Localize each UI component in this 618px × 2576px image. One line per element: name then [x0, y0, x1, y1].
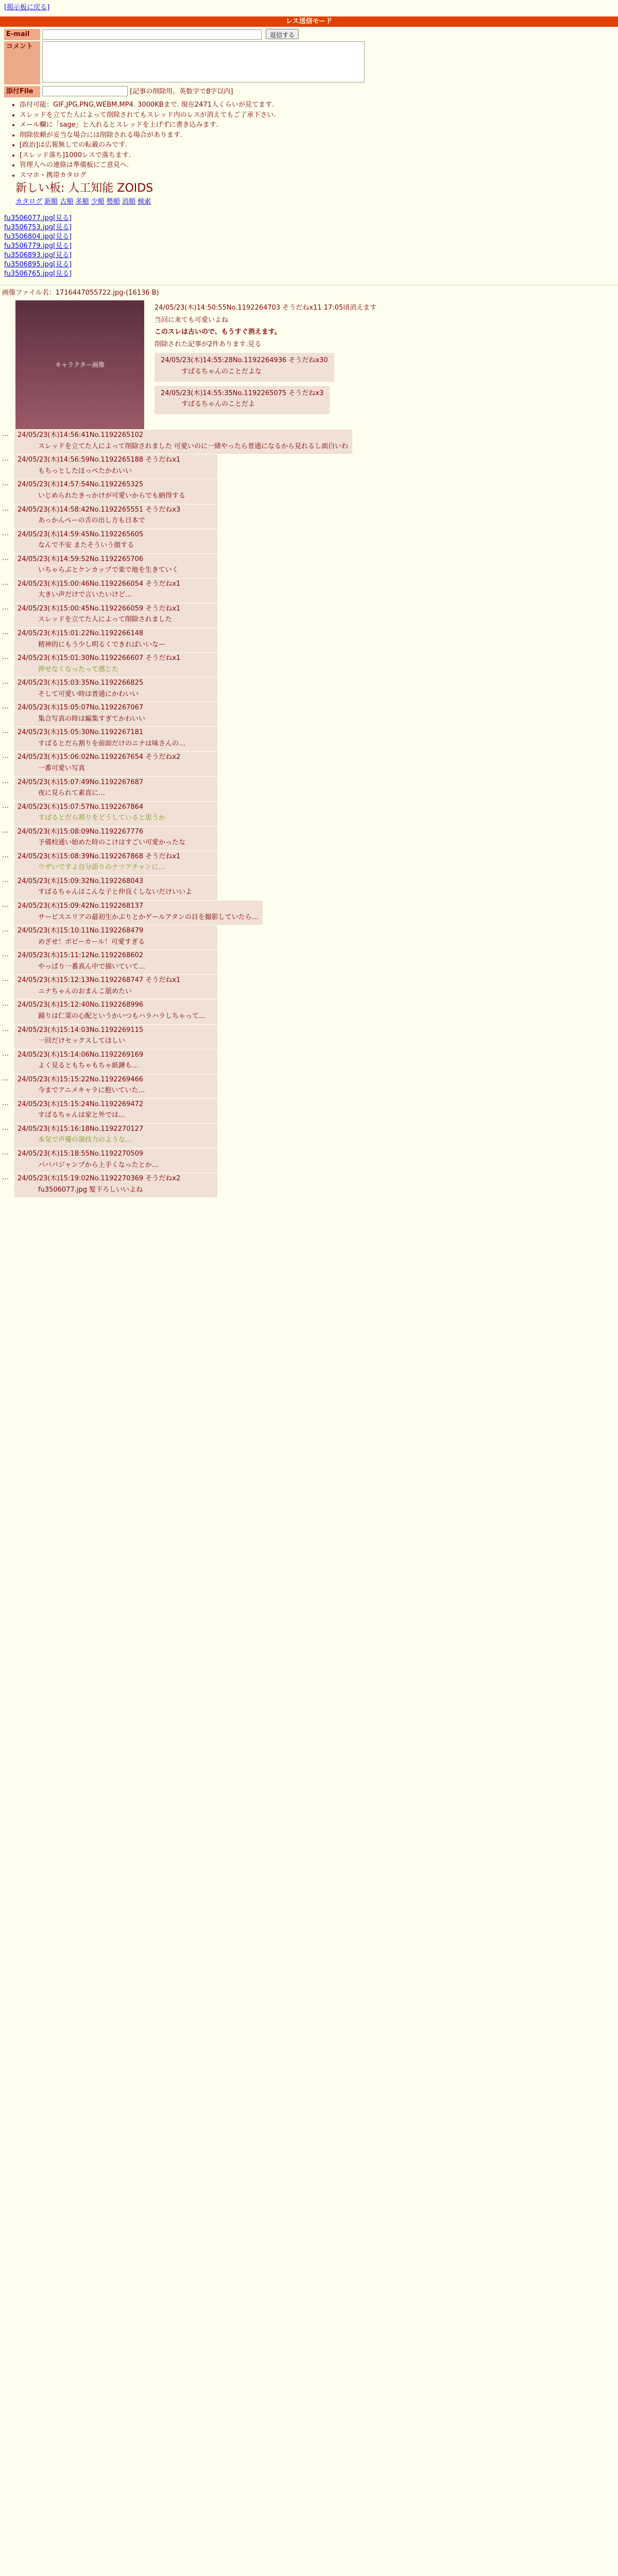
reply-text: 一番可愛い写真	[38, 765, 85, 773]
reply-row	[0, 851, 618, 875]
file-field[interactable]	[42, 86, 128, 96]
reply-text: 踊りは仁菜の心配というかいつもハラハラしちゃって…	[38, 1012, 206, 1020]
reply-row	[0, 1025, 618, 1049]
reply-dots: …	[2, 1174, 9, 1182]
reply-row	[0, 752, 618, 776]
reply-header: 24/05/23(木)15:14:06No.1192269169	[18, 1050, 144, 1059]
reply-box	[14, 1025, 217, 1049]
reply-dots: …	[2, 1124, 9, 1132]
file-list	[4, 214, 618, 279]
reply-box	[14, 901, 263, 925]
reply-list	[0, 430, 618, 1197]
reply-header: 24/05/23(木)15:05:30No.1192267181	[18, 728, 144, 737]
reply-box	[14, 702, 217, 726]
op-reply	[154, 353, 334, 381]
reply-text: よく見るともちゃもちゃ紙錘も…	[38, 1062, 139, 1070]
reply-box	[14, 529, 217, 553]
email-field-wrap	[40, 29, 299, 40]
reply-row	[0, 1099, 618, 1123]
nav-link-catalog[interactable]: カタログ	[15, 198, 43, 206]
reply-box	[14, 950, 217, 974]
reply-header: 24/05/23(木)15:18:55No.1192270509	[18, 1149, 144, 1158]
reply-text: 一回だけセックスしてほしい	[38, 1037, 125, 1045]
reply-text: スレッドを立てた人によって削除されました	[38, 616, 172, 624]
reply-box	[14, 1124, 217, 1148]
reply-header: 24/05/23(木)14:56:41No.1192265102	[18, 431, 144, 439]
notice-item: • [スレッド落ち]1000レスで落ちます.	[20, 151, 375, 160]
comment-field[interactable]	[42, 41, 365, 82]
reply-text: めざせ！ポピーカール！可愛すぎる	[38, 938, 145, 946]
reply-text: あっかんべーの舌の出し方も日本で	[38, 517, 145, 525]
notice-item: • [政治]は広報無しでの転載のみです.	[20, 141, 375, 150]
reply-row	[0, 579, 618, 603]
notice-item: • スマホ・携帯カタログ	[20, 171, 375, 180]
reply-text: そして可愛い時は普通にかわいい	[38, 690, 139, 698]
reply-header: 24/05/23(木)14:59:52No.1192265706	[18, 555, 144, 563]
reply-dots: …	[2, 653, 9, 662]
reply-box	[14, 579, 217, 603]
reply-row	[0, 702, 618, 726]
reply-row	[0, 454, 618, 479]
reply-box	[14, 628, 217, 652]
reply-text: すばるとだら割りをどうしていると思うか	[38, 814, 166, 822]
reply-text: 集合写真の時は編集すぎてかわいい	[38, 715, 146, 723]
reply-header: 24/05/23(木)14:55:28No.1192264936 そうだねx30	[161, 357, 328, 365]
reply-dots: …	[2, 1049, 9, 1058]
reply-dots: …	[2, 579, 9, 587]
op-line: 当回に来ても可愛いよね	[154, 316, 229, 324]
reply-text: パパパジャンプから上手くなったとか…	[38, 1161, 159, 1169]
reply-box	[14, 430, 352, 454]
comment-field-wrap	[40, 41, 365, 86]
reply-text: 予備校通い始めた時のこけはすごい可愛かったな	[38, 839, 186, 847]
notice-list	[20, 100, 375, 180]
reply-header: 24/05/23(木)15:00:45No.1192266059 そうだねx1	[18, 604, 181, 613]
reply-dots: …	[2, 876, 9, 884]
reply-row	[0, 529, 618, 553]
file-row	[4, 86, 375, 97]
reply-row	[0, 430, 618, 454]
file-field-wrap	[40, 86, 233, 96]
reply-row	[0, 975, 618, 999]
reply-box	[14, 603, 217, 628]
reply-dots: …	[2, 629, 9, 636]
notice-item: • スレッドを立てた人によって削除されてもスレッド内のレスが消えてもご了承下さい.	[20, 111, 375, 120]
reply-row	[0, 901, 618, 925]
reply-row	[0, 628, 618, 652]
reply-row	[0, 603, 618, 628]
reply-header: 24/05/23(木)15:01:30No.1192266607 そうだねx1	[18, 654, 181, 663]
email-row	[4, 29, 375, 40]
op-header: 24/05/23(木)14:50:55No.1192264703 そうだねx11 17:05頃消えます	[154, 304, 377, 312]
reply-box	[14, 479, 217, 503]
reply-text: スレッドを立てた人によって削除されました 可愛いのに一緒やったら普通になるから見れるし面白いわ	[38, 442, 349, 450]
reply-box	[14, 1173, 217, 1197]
reply-text: やっぱり一番真ん中で描いていて…	[38, 962, 146, 971]
reply-dots: …	[2, 777, 9, 785]
reply-row	[0, 802, 618, 826]
reply-dots: …	[2, 430, 9, 438]
op-image[interactable]: キャラクター画像	[15, 300, 144, 429]
reply-box	[14, 876, 217, 900]
reply-text: 夜に見られて素直に…	[38, 789, 106, 798]
reply-text: すばるちゃんのことだよな	[181, 367, 262, 376]
file-link[interactable]: fu3506765.jpg[見る]	[4, 269, 72, 278]
reply-header: 24/05/23(木)14:56:59No.1192265188 そうだねx1	[18, 456, 181, 464]
reply-dots: …	[2, 1025, 9, 1033]
reply-dots: …	[2, 975, 9, 984]
reply-header: 24/05/23(木)15:16:18No.1192270127	[18, 1125, 144, 1133]
reply-text: サービスエリアの最初生かぶりとかゲールアタンの目を撮影していたら…	[38, 913, 259, 921]
reply-header: 24/05/23(木)15:09:32No.1192268043	[18, 877, 144, 885]
nav-link-few[interactable]: 少順	[91, 198, 105, 206]
reply-dots: …	[2, 504, 9, 513]
reply-header: 24/05/23(木)15:08:39No.1192267868 そうだねx1	[18, 852, 181, 860]
nav-link-old[interactable]: 古順	[60, 198, 74, 206]
reply-text: 押せなくなったって感じた	[38, 665, 119, 673]
reply-header: 24/05/23(木)15:01:22No.1192266148	[18, 630, 144, 637]
reply-dots: …	[2, 802, 9, 810]
top-links	[0, 0, 618, 16]
reply-header: 24/05/23(木)15:03:35No.1192266825	[18, 679, 144, 687]
reply-dots: …	[2, 455, 9, 463]
reply-text: 今までアニメキャラに抱いていた…	[38, 1087, 145, 1095]
file-link[interactable]: fu3506895.jpg[見る]	[4, 260, 72, 268]
reply-row	[0, 727, 618, 751]
nav-link-search[interactable]: 検索	[138, 198, 151, 206]
reply-text: ウザいですよ自分語りのナツアチャンに…	[38, 863, 165, 872]
reply-dots: …	[2, 901, 9, 909]
reply-box	[14, 677, 217, 702]
reply-box	[14, 752, 217, 776]
nav-link-deleted[interactable]: 消順	[122, 198, 135, 206]
mode-bar: レス送信モード	[0, 16, 618, 27]
reply-dots: …	[2, 603, 9, 612]
reply-header: 24/05/23(木)15:05:07No.1192267067	[18, 704, 144, 712]
reply-header: 24/05/23(木)14:57:54No.1192265325	[18, 481, 144, 489]
reply-header: 24/05/23(木)15:15:24No.1192269472	[18, 1100, 144, 1108]
reply-header: 24/05/23(木)14:59:45No.1192265605	[18, 530, 144, 538]
reply-row	[0, 925, 618, 950]
reply-row	[0, 1124, 618, 1148]
reply-header: 24/05/23(木)15:00:46No.1192266054 そうだねx1	[18, 580, 181, 588]
op-line: 削除された記事が2件あります.見る	[154, 340, 262, 348]
nav-link-speed[interactable]: 勢順	[106, 198, 120, 206]
notice-item: • メール欄に「sage」と入れるとスレッドを上げずに書き込みます.	[20, 121, 375, 130]
reply-text: 本気で声優の演技力のような…	[38, 1136, 132, 1144]
reply-text: fu3506077.jpg 髪下ろしいいよね	[38, 1185, 143, 1194]
notice-item: • 削除依頼が妥当な場合には削除される場合があります.	[20, 131, 375, 140]
op-wrap	[0, 297, 618, 429]
file-link[interactable]: fu3506753.jpg[見る]	[4, 223, 72, 231]
file-label: 添付File	[4, 86, 40, 97]
reply-header: 24/05/23(木)15:10:11No.1192268479	[18, 927, 144, 935]
reply-header: 24/05/23(木)15:19:02No.1192270369 そうだねx2	[18, 1175, 181, 1183]
op-file-line: 画像ファイル名：1716447055722.jpg-(16136 B)	[2, 289, 159, 297]
reply-header: 24/05/23(木)15:15:22No.1192269466	[18, 1075, 144, 1083]
reply-header: 24/05/23(木)15:07:57No.1192267864	[18, 803, 144, 811]
catalog-links	[15, 197, 618, 207]
reply-dots: …	[2, 703, 9, 711]
reply-box	[14, 504, 217, 529]
op-reply	[154, 386, 330, 414]
reply-dots: …	[2, 851, 9, 859]
file-link[interactable]: fu3506779.jpg[見る]	[4, 242, 72, 250]
reply-text: なんで不安 またそういう顔する	[38, 541, 134, 550]
nav-link-new[interactable]: 新順	[44, 198, 58, 206]
reply-box	[14, 999, 217, 1024]
comment-label: コメント	[4, 41, 40, 84]
comment-row	[4, 41, 375, 86]
reply-dots: …	[2, 951, 9, 959]
reply-header: 24/05/23(木)15:07:49No.1192267687	[18, 778, 144, 786]
reply-box	[14, 777, 217, 801]
reply-header: 24/05/23(木)15:09:42No.1192268137	[18, 902, 144, 910]
reply-text: すばるちゃんはこんな子と仲良くしないだけいいよ	[38, 888, 193, 896]
reply-row	[0, 777, 618, 801]
reply-box	[14, 653, 217, 677]
file-note: [記事の削除用。英数字で8字以内]	[130, 88, 233, 96]
reply-box	[14, 975, 217, 999]
reply-text: ニナちゃんのおまんこ舐めたい	[38, 987, 132, 995]
reply-dots: …	[2, 678, 9, 686]
reply-header: 24/05/23(木)15:12:40No.1192268996	[18, 1001, 144, 1009]
reply-box	[14, 802, 217, 826]
reply-row	[0, 1049, 618, 1074]
email-label: E-mail	[4, 29, 40, 40]
reply-text: すばるとだら割りを前面だけのニナは味さんの…	[38, 739, 186, 748]
reply-row	[0, 504, 618, 529]
notice-item: • 添付可能：GIF,JPG,PNG,WEBM,MP4. 3000KBまで. 現在2471人くらいが見てます.	[20, 100, 375, 110]
reply-header: 24/05/23(木)15:14:03No.1192269115	[18, 1026, 144, 1034]
op-body	[154, 297, 376, 429]
submit-button[interactable]: 返信する	[266, 29, 299, 39]
reply-box	[14, 454, 217, 479]
reply-dots: …	[2, 554, 9, 562]
reply-dots: …	[2, 926, 9, 934]
reply-box	[14, 727, 217, 751]
reply-header: 24/05/23(木)14:58:42No.1192265551 そうだねx3	[18, 505, 181, 514]
file-link[interactable]: fu3506893.jpg[見る]	[4, 251, 72, 259]
reply-dots: …	[2, 529, 9, 537]
reply-dots: …	[2, 1148, 9, 1157]
file-link[interactable]: fu3506077.jpg[見る]	[4, 214, 72, 222]
nav-area	[15, 181, 618, 206]
reply-box	[14, 554, 217, 578]
new-board-label: 新しい板: 人工知能 ZOIDS	[15, 182, 153, 195]
reply-row	[0, 479, 618, 503]
reply-row	[0, 1148, 618, 1173]
reply-box	[14, 1049, 217, 1074]
reply-row	[0, 1173, 618, 1197]
nav-link-many[interactable]: 多順	[75, 198, 89, 206]
back-to-board-link[interactable]: [掲示板に戻る]	[4, 4, 50, 11]
reply-dots: …	[2, 1074, 9, 1082]
notice-item: • 管理人への連絡は準備板にご意見へ.	[20, 161, 375, 170]
email-field[interactable]	[42, 29, 262, 40]
reply-row	[0, 677, 618, 702]
reply-row	[0, 554, 618, 578]
reply-header: 24/05/23(木)15:08:09No.1192267776	[18, 827, 144, 836]
reply-text: 精神的にもう少し明るくできればいいなー	[38, 640, 166, 649]
reply-text: いちゃらぶとケンカップで楽で地を生きていく	[38, 566, 179, 574]
reply-header: 24/05/23(木)14:55:35No.1192265075 そうだねx3	[161, 389, 324, 397]
reply-row	[0, 826, 618, 851]
reply-text: 大きい声だけで言いたいけど…	[38, 591, 132, 599]
reply-row	[0, 999, 618, 1024]
thread	[0, 289, 618, 1197]
reply-header: 24/05/23(木)15:06:02No.1192267654 そうだねx2	[18, 753, 181, 761]
reply-box	[14, 925, 217, 950]
reply-text: もちっとしたほっぺたかわいい	[38, 467, 132, 475]
post-form	[4, 29, 375, 180]
reply-text: すばるちゃんは家と外では…	[38, 1111, 126, 1120]
reply-header: 24/05/23(木)15:11:12No.1192268602	[18, 952, 144, 960]
reply-box	[14, 1074, 217, 1098]
reply-box	[14, 826, 217, 851]
reply-box	[14, 1099, 217, 1123]
reply-row	[0, 876, 618, 900]
reply-box	[14, 851, 217, 875]
reply-row	[0, 653, 618, 677]
reply-dots: …	[2, 727, 9, 736]
reply-dots: …	[2, 1099, 9, 1107]
op-line: このスレは古いので、もうすぐ消えます。	[154, 328, 281, 336]
reply-row	[0, 1074, 618, 1098]
reply-dots: …	[2, 480, 9, 488]
reply-dots: …	[2, 752, 9, 760]
reply-text: すばるちゃんのことだよ	[181, 400, 255, 409]
file-link[interactable]: fu3506804.jpg[見る]	[4, 232, 72, 241]
reply-box	[14, 1148, 217, 1173]
reply-dots: …	[2, 826, 9, 835]
reply-row	[0, 950, 618, 974]
reply-dots: …	[2, 1000, 9, 1008]
reply-header: 24/05/23(木)15:12:13No.1192268747 そうだねx1	[18, 976, 181, 985]
reply-text: いじめられたきっかけが可愛いからでも納得する	[38, 492, 185, 500]
